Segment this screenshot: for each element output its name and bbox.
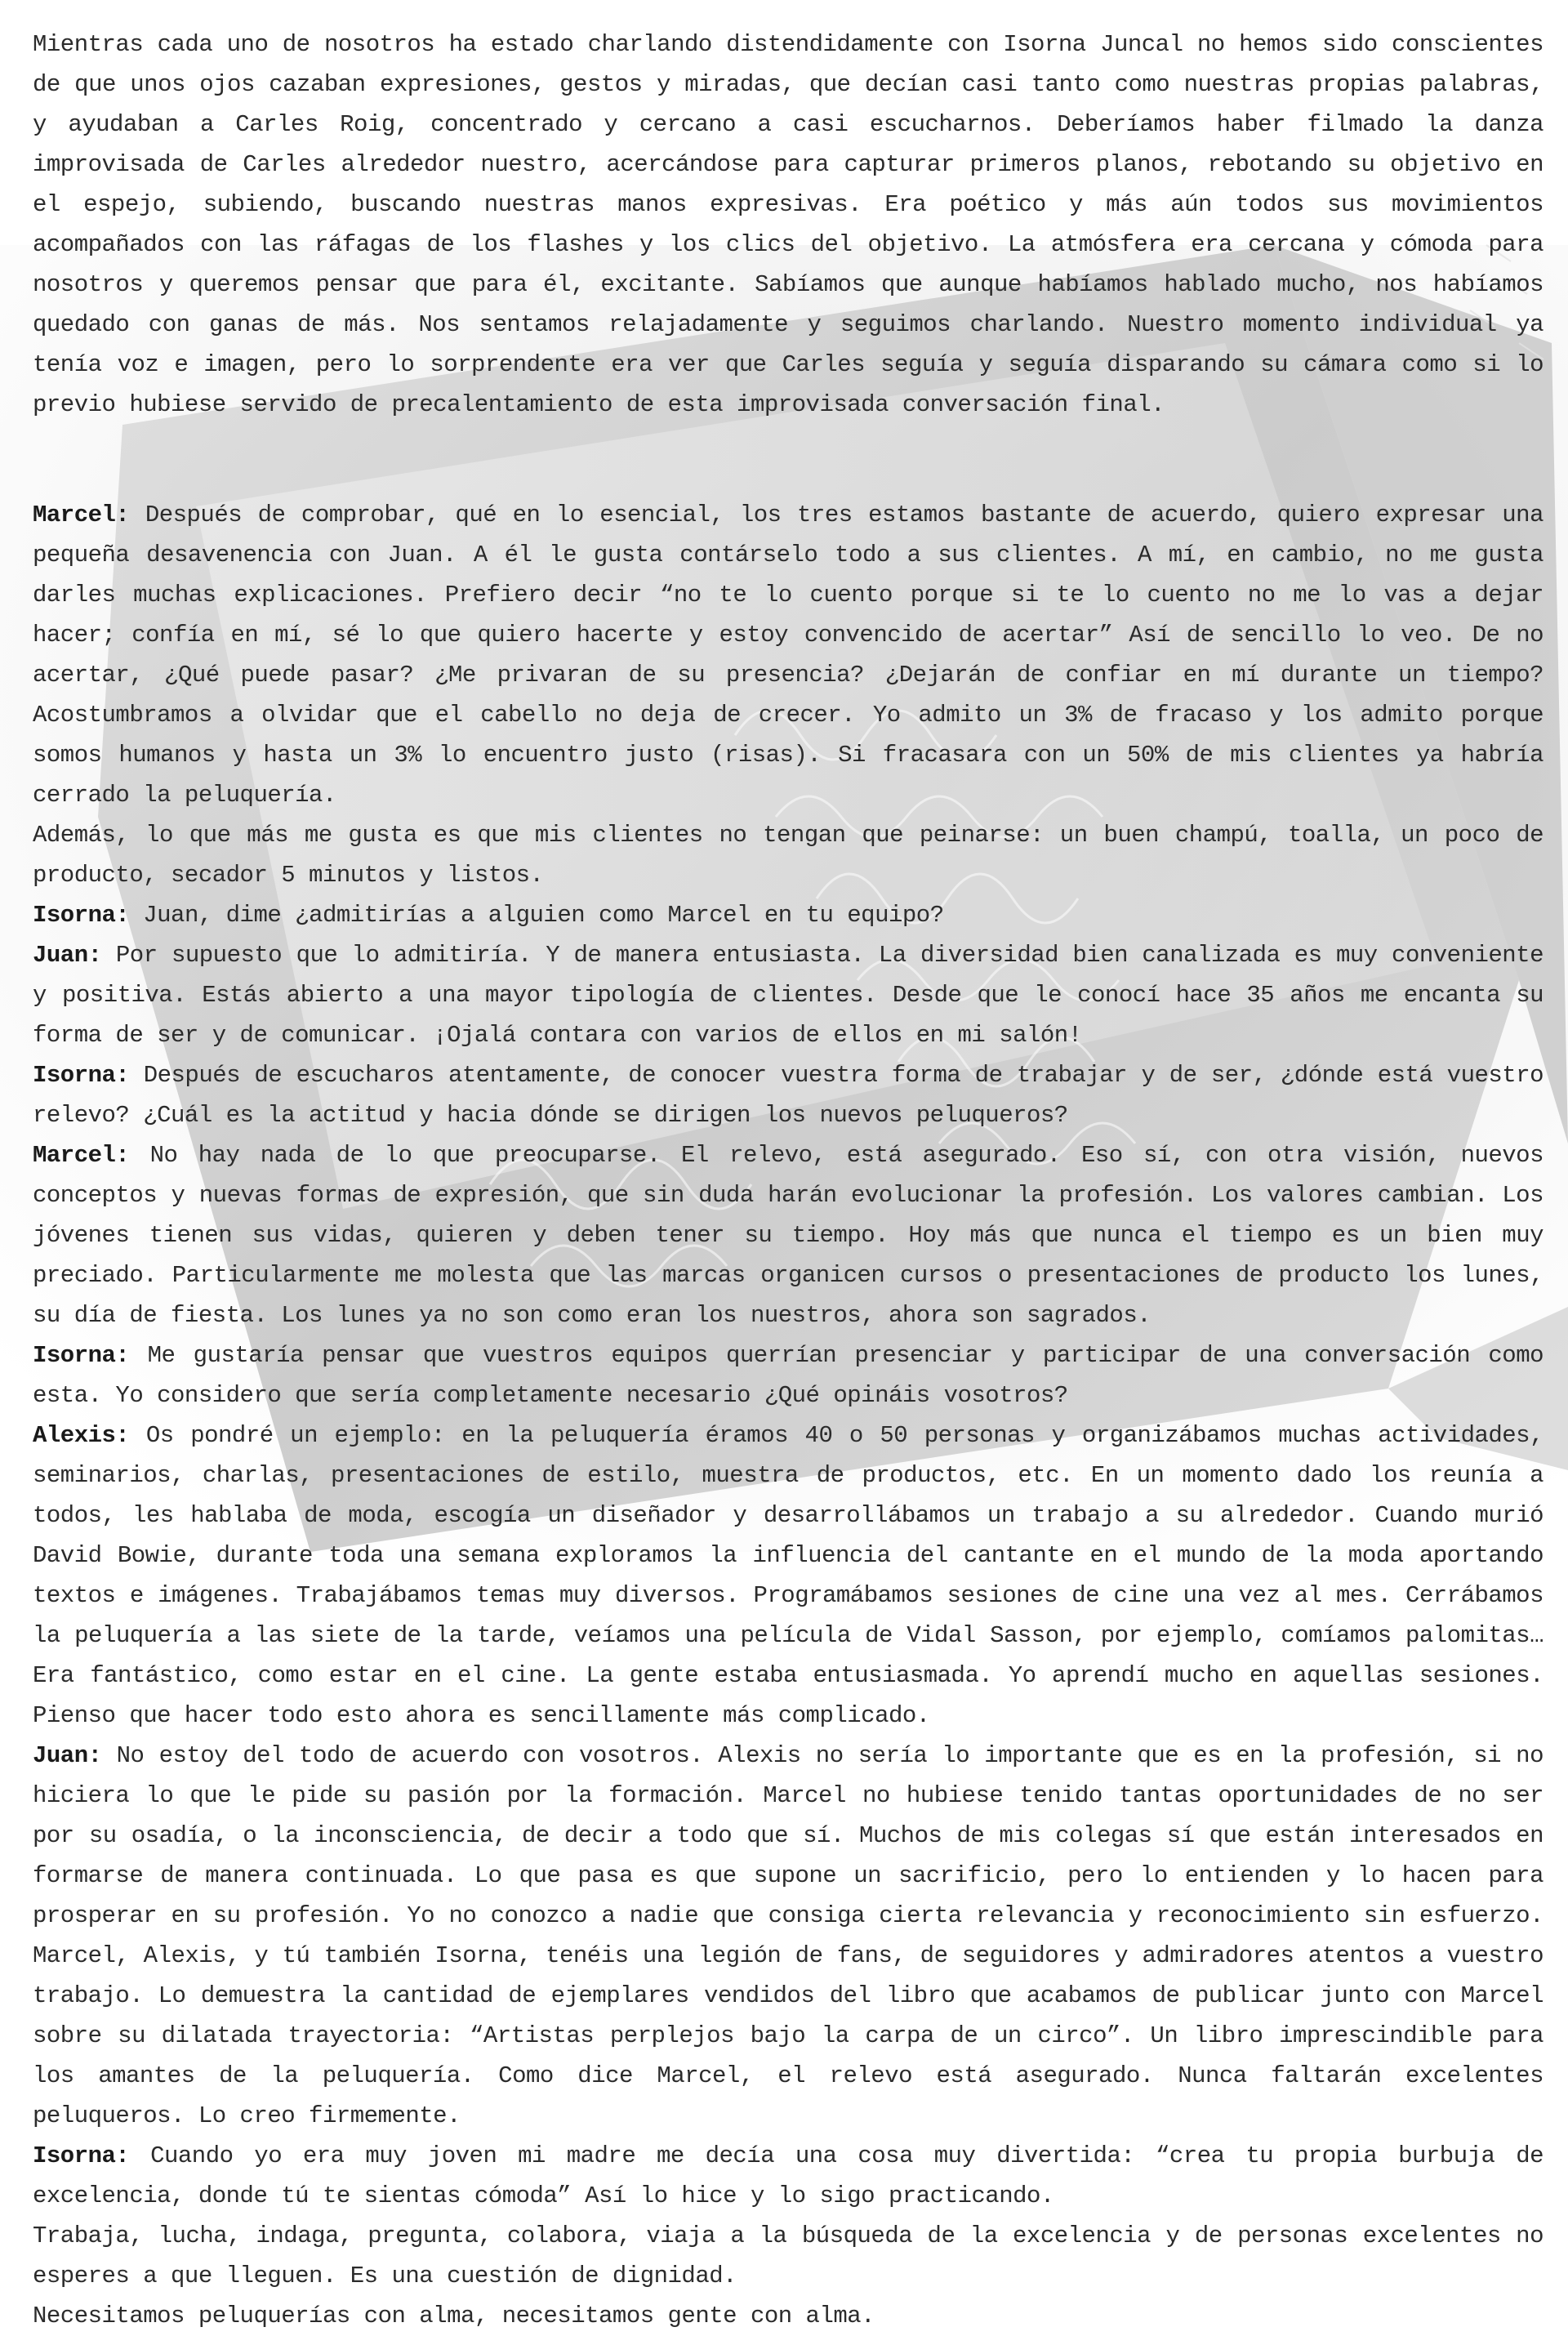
speaker-name: Juan: [33, 942, 102, 969]
speaker-name: Isorna: [33, 1342, 130, 1369]
dialogue-paragraph [33, 2296, 1544, 2336]
dialogue-text: No hay nada de lo que preocuparse. El relevo, está asegurado. Eso sí, con otra visión, nuevos conceptos y nuevas formas de expresión, que sin duda harán evolucionar la profesión. Los valores cambian. Los jóvenes tienen sus vidas, quieren y deben tener su tiempo. Hoy más que nunca el tiempo es un bien muy preciado. Particularmente me molesta que las marcas organicen cursos o presentaciones de producto los lunes, su día de fiesta. Los lunes ya no son como eran los nuestros, ahora son sagrados. [33, 1142, 1544, 1329]
dialogue-paragraph [33, 815, 1544, 895]
dialogue-text: Me gustaría pensar que vuestros equipos querrían presenciar y participar de una conversación como esta. Yo considero que sería completamente necesario ¿Qué opináis vosotros? [33, 1342, 1544, 1409]
dialogue-text: Juan, dime ¿admitirías a alguien como Marcel en tu equipo? [129, 902, 944, 929]
dialogue-text: Os pondré un ejemplo: en la peluquería éramos 40 o 50 personas y organizábamos muchas actividades, seminarios, charlas, presentaciones de estilo, muestra de productos, etc. En un momento dado los reunía a todos, les hablaba de moda, escogía un diseñador y desarrollábamos un trabajo a su alrededor. Cuando murió David Bowie, durante toda una semana exploramos la influencia del cantante en el mundo de la moda aportando textos e imágenes. Trabajábamos temas muy diversos. Programábamos sesiones de cine una vez al mes. Cerrábamos la peluquería a las siete de la tarde, veíamos una película de Vidal Sasson, por ejemplo, comíamos palomitas…Era fantástico, como estar en el cine. La gente estaba entusiasmada. Yo aprendí mucho en aquellas sesiones. Pienso que hacer todo esto ahora es sencillamente más complicado. [33, 1422, 1544, 1729]
intro-paragraph: Mientras cada uno de nosotros ha estado charlando distendidamente con Isorna Juncal no hemos sido conscientes de que unos ojos cazaban expresiones, gestos y miradas, que decían casi tanto como nuestras propias palabras, y ayudaban a Carles Roig, concentrado y cercano a casi escucharnos. Deberíamos haber filmado la danza improvisada de Carles alrededor nuestro, acercándose para capturar primeros planos, rebotando su objetivo en el espejo, subiendo, buscando nuestras manos expresivas. Era poético y más aún todos sus movimientos acompañados con las ráfagas de los flashes y los clics del objetivo. La atmósfera era cercana y cómoda para nosotros y queremos pensar que para él, excitante. Sabíamos que aunque habíamos hablado mucho, nos habíamos quedado con ganas de más. Nos sentamos relajadamente y seguimos charlando. Nuestro momento individual ya tenía voz e imagen, pero lo sorprendente era ver que Carles seguía y seguía disparando su cámara como si lo previo hubiese servido de precalentamiento de esta improvisada conversación final. [33, 31, 1544, 418]
speaker-name: Marcel: [33, 1142, 130, 1169]
dialogue [33, 495, 1544, 2336]
dialogue-paragraph [33, 2136, 1544, 2216]
dialogue-paragraph [33, 495, 1544, 815]
dialogue-text: Por supuesto que lo admitiría. Y de manera entusiasta. La diversidad bien canalizada es muy conveniente y positiva. Estás abierto a una mayor tipología de clientes. Desde que le conocí hace 35 años me encanta su forma de ser y de comunicar. ¡Ojalá contara con varios de ellos en mi salón! [33, 942, 1544, 1049]
dialogue-paragraph [33, 1055, 1544, 1135]
dialogue-text: Después de escucharos atentamente, de conocer vuestra forma de trabajar y de ser, ¿dónde está vuestro relevo? ¿Cuál es la actitud y hacia dónde se dirigen los nuevos peluqueros? [33, 1062, 1544, 1129]
speaker-name: Isorna: [33, 1062, 130, 1089]
speaker-name: Isorna: [33, 2142, 130, 2169]
dialogue-text: Después de comprobar, qué en lo esencial, los tres estamos bastante de acuerdo, quiero expresar una pequeña desavenencia con Juan. A él le gusta contárselo todo a sus clientes. A mí, en cambio, no me gusta darles muchas explicaciones. Prefiero decir “no te lo cuento porque si te lo cuento no me lo vas a dejar hacer; confía en mí, sé lo que quiero hacerte y estoy convencido de acertar” Así de sencillo lo veo. De no acertar, ¿Qué puede pasar? ¿Me privaran de su presencia? ¿Dejarán de confiar en mí durante un tiempo? Acostumbramos a olvidar que el cabello no deja de crecer. Yo admito un 3% de fracaso y los admito porque somos humanos y hasta un 3% lo encuentro justo (risas). Si fracasara con un 50% de mis clientes ya habría cerrado la peluquería. [33, 502, 1544, 809]
dialogue-paragraph [33, 1335, 1544, 1415]
dialogue-paragraph [33, 1736, 1544, 2136]
dialogue-text: Necesitamos peluquerías con alma, necesitamos gente con alma. [33, 2303, 875, 2329]
dialogue-paragraph [33, 935, 1544, 1055]
dialogue-text: Trabaja, lucha, indaga, pregunta, colabora, viaja a la búsqueda de la excelencia y de personas excelentes no esperes a que lleguen. Es una cuestión de dignidad. [33, 2222, 1544, 2289]
dialogue-paragraph [33, 2216, 1544, 2296]
dialogue-text: Cuando yo era muy joven mi madre me decía una cosa muy divertida: “crea tu propia burbuja de excelencia, donde tú te sientas cómoda” Así lo hice y lo sigo practicando. [33, 2142, 1544, 2209]
speaker-name: Juan: [33, 1742, 102, 1769]
dialogue-paragraph [33, 1415, 1544, 1736]
speaker-name: Marcel: [33, 502, 130, 528]
dialogue-text: Además, lo que más me gusta es que mis clientes no tengan que peinarse: un buen champú, toalla, un poco de producto, secador 5 minutos y listos. [33, 822, 1544, 889]
dialogue-text: No estoy del todo de acuerdo con vosotros. Alexis no sería lo importante que es en la profesión, si no hiciera lo que le pide su pasión por la formación. Marcel no hubiese tenido tantas oportunidades de no ser por su osadía, o la inconsciencia, de decir a todo que sí. Muchos de mis colegas sí que están interesados en formarse de manera continuada. Lo que pasa es que supone un sacrificio, pero lo entienden y lo hacen para prosperar en su profesión. Yo no conozco a nadie que consiga cierta relevancia y reconocimiento sin esfuerzo. Marcel, Alexis, y tú también Isorna, tenéis una legión de fans, de seguidores y admiradores atentos a vuestro trabajo. Lo demuestra la cantidad de ejemplares vendidos del libro que acabamos de publicar junto con Marcel sobre su dilatada trayectoria: “Artistas perplejos bajo la carpa de un circo”. Un libro imprescindible para los amantes de la peluquería. Como dice Marcel, el relevo está asegurado. Nunca faltarán excelentes peluqueros. Lo creo firmemente. [33, 1742, 1544, 2129]
dialogue-paragraph [33, 1135, 1544, 1335]
speaker-name: Isorna: [33, 902, 130, 929]
dialogue-paragraph [33, 895, 1544, 935]
speaker-name: Alexis: [33, 1422, 130, 1449]
